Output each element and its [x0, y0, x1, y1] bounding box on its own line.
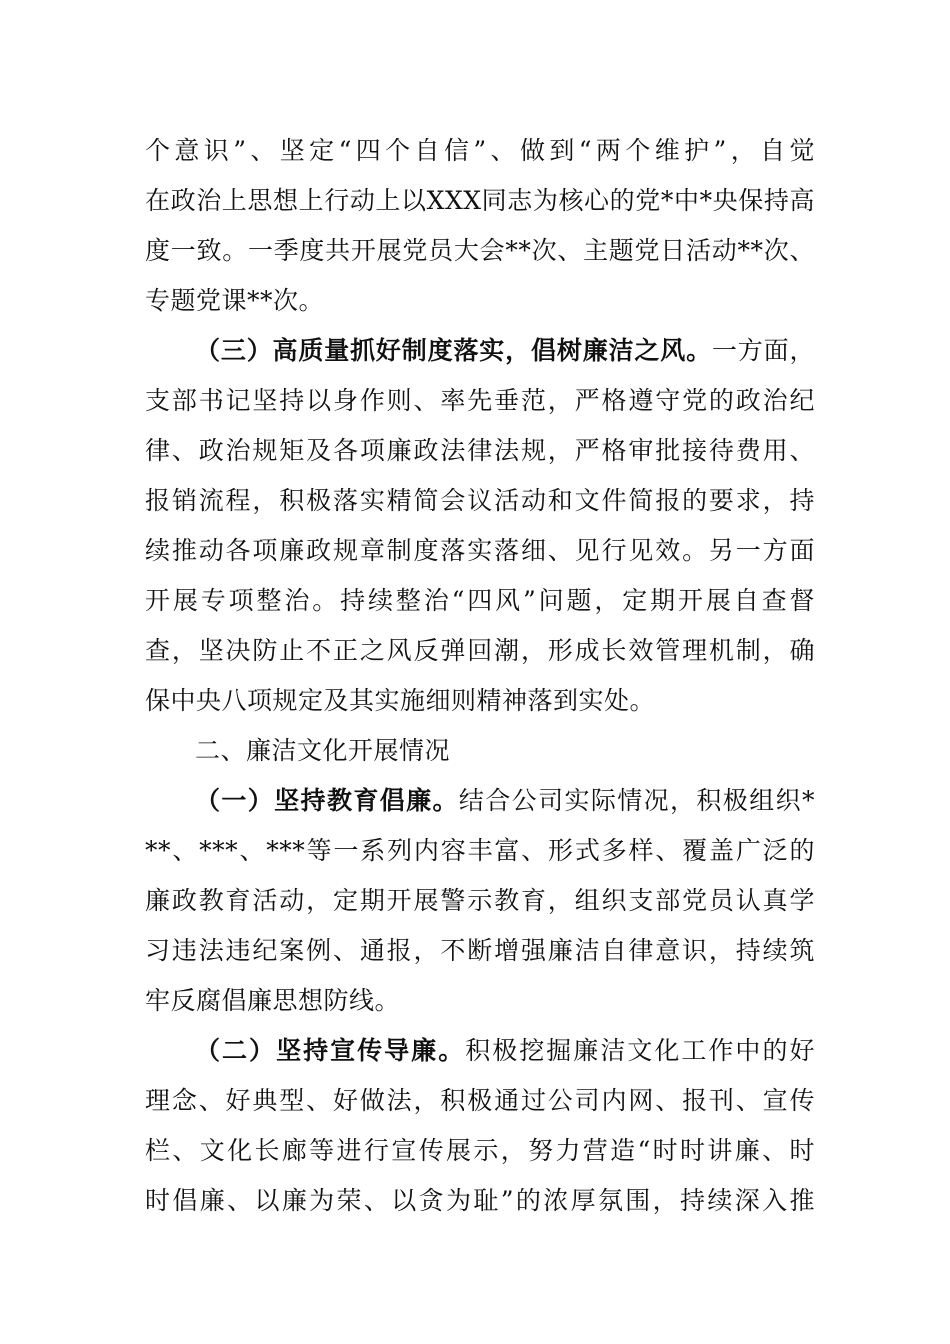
paragraph-text: 结合公司实际情况，积极组织* — [458, 786, 815, 815]
text-line: 在政治上思想上行动上以XXX同志为核心的党*中*央保持高 — [145, 186, 815, 215]
text-line: 续推动各项廉政规章制度落实落细、见行见效。另一方面 — [145, 536, 815, 565]
text-line: 牢反腐倡廉思想防线。 — [145, 986, 401, 1015]
paragraph-text: 积极挖掘廉洁文化工作中的好 — [465, 1036, 815, 1065]
text-line: 查，坚决防止不正之风反弹回潮，形成长效管理机制，确 — [145, 636, 815, 665]
paragraph-text: 一方面， — [711, 336, 815, 365]
text-line: 报销流程，积极落实精简会议活动和文件简报的要求，持 — [145, 486, 815, 515]
text-line: **、***、***等一系列内容丰富、形式多样、覆盖广泛的 — [145, 836, 815, 865]
text-line: 个意识”、坚定“四个自信”、做到“两个维护”，自觉 — [145, 136, 815, 165]
text-line: 廉政教育活动，定期开展警示教育，组织支部党员认真学 — [145, 886, 815, 915]
paragraph-heading: （一）坚持教育倡廉。 — [195, 786, 459, 815]
text-line: 时倡廉、以廉为荣、以贪为耻”的浓厚氛围，持续深入推 — [145, 1186, 815, 1215]
paragraph-heading: （二）坚持宣传导廉。 — [195, 1036, 466, 1065]
text-line: 栏、文化长廊等进行宣传展示，努力营造“时时讲廉、时 — [145, 1136, 815, 1165]
paragraph-first-line — [195, 776, 815, 826]
text-line: 度一致。一季度共开展党员大会**次、主题党日活动**次、 — [145, 236, 815, 265]
paragraph-first-line — [195, 326, 815, 376]
paragraph-heading: （三）高质量抓好制度落实，倡树廉洁之风。 — [195, 336, 712, 365]
text-line: 律、政治规矩及各项廉政法律法规，严格审批接待费用、 — [145, 436, 815, 465]
text-line: 支部书记坚持以身作则、率先垂范，严格遵守党的政治纪 — [145, 386, 815, 415]
text-line: 专题党课**次。 — [145, 286, 325, 315]
section-heading: 二、廉洁文化开展情况 — [195, 736, 451, 765]
text-line: 开展专项整治。持续整治“四风”问题，定期开展自查督 — [145, 586, 815, 615]
text-line: 习违法违纪案例、通报，不断增强廉洁自律意识，持续筑 — [145, 936, 815, 965]
text-line: 理念、好典型、好做法，积极通过公司内网、报刊、宣传 — [145, 1086, 815, 1115]
text-line: 保中央八项规定及其实施细则精神落到实处。 — [145, 686, 656, 715]
paragraph-first-line — [195, 1026, 815, 1076]
